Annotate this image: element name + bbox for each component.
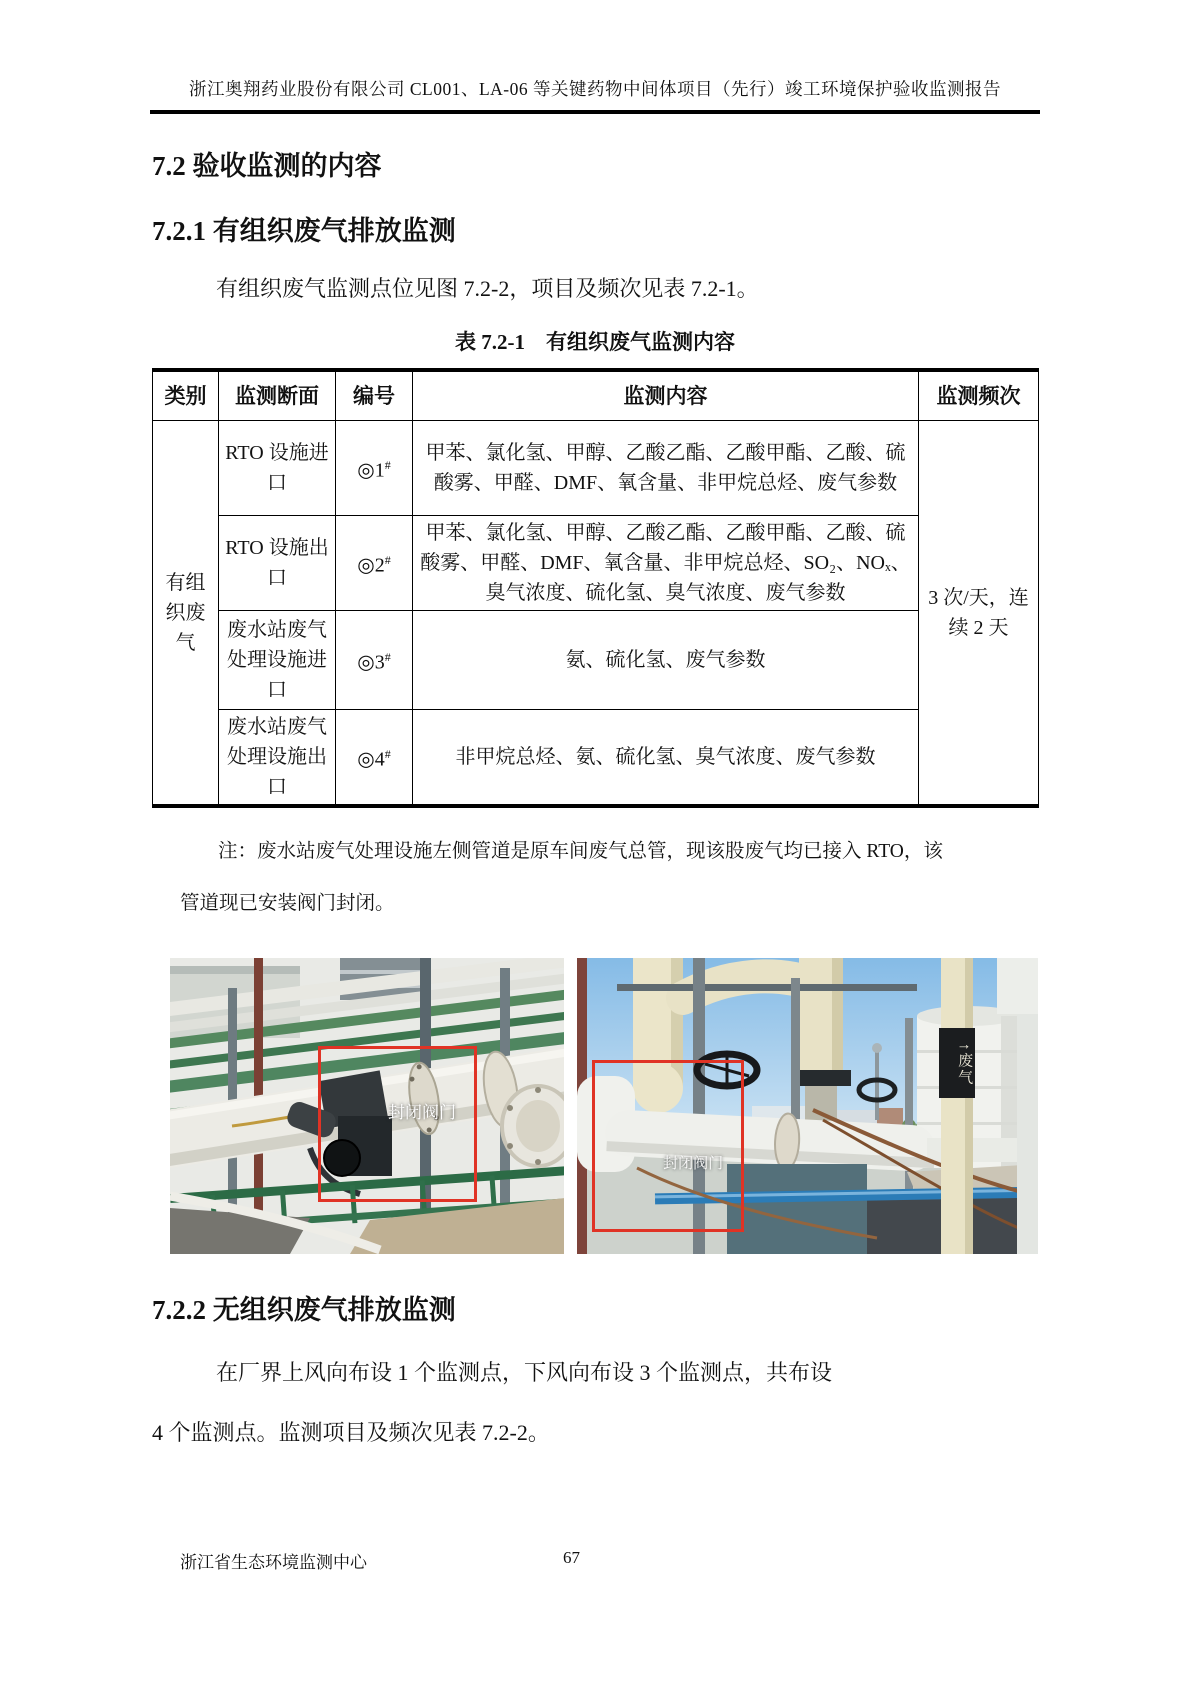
table-header-row [153, 370, 1039, 421]
section-cell: RTO 设施出口 [219, 516, 336, 611]
table-caption: 表 7.2-1 有组织废气监测内容 [455, 330, 735, 354]
annotation-label: 封闭阀门 [388, 1103, 456, 1122]
code-cell: ◎4# [336, 710, 413, 807]
footer-organization: 浙江省生态环境监测中心 [180, 1553, 367, 1572]
table-note [180, 826, 1038, 930]
heading-7-2: 7.2 验收监测的内容 [152, 151, 382, 181]
content-cell: 非甲烷总烃、氨、硫化氢、臭气浓度、废气参数 [413, 710, 919, 807]
note-line-2: 管道现已安装阀门封闭。 [180, 893, 395, 914]
col-header-section: 监测断面 [219, 370, 336, 421]
content-cell: 氨、硫化氢、废气参数 [413, 611, 919, 710]
table-row [153, 421, 1039, 516]
paragraph-722-line-2: 4 个监测点。监测项目及频次见表 7.2-2。 [152, 1420, 550, 1445]
header-rule [150, 110, 1040, 114]
note-line-1: 注：废水站废气处理设施左侧管道是原车间废气总管，现该股废气均已接入 RTO，该 [218, 841, 943, 862]
heading-7-2-1: 7.2.1 有组织废气排放监测 [152, 216, 456, 246]
photo-closed-valve-left [170, 958, 564, 1254]
table-row [153, 611, 1039, 710]
category-cell: 有组织废气 [153, 421, 219, 807]
frequency-cell: 3 次/天，连续 2 天 [919, 421, 1039, 807]
annotation-box [318, 1046, 477, 1202]
page-header: 浙江奥翔药业股份有限公司 CL001、LA-06 等关键药物中间体项目（先行）竣工环境保护验收监测报告 [188, 79, 1001, 99]
paragraph-721: 有组织废气监测点位见图 7.2-2，项目及频次见表 7.2-1。 [216, 276, 759, 301]
section-cell: 废水站废气处理设施出口 [219, 710, 336, 807]
page-number: 67 [563, 1548, 580, 1567]
content-cell: 甲苯、氯化氢、甲醇、乙酸乙酯、乙酸甲酯、乙酸、硫酸雾、甲醛、DMF、氧含量、非甲烷总烃、SO₂、NOₓ、臭气浓度、硫化氢、臭气浓度、废气参数 [413, 516, 919, 611]
col-header-category: 类别 [153, 370, 219, 421]
code-cell: ◎2# [336, 516, 413, 611]
paragraph-722 [152, 1343, 1038, 1463]
heading-7-2-2: 7.2.2 无组织废气排放监测 [152, 1295, 456, 1325]
monitoring-table [152, 368, 1039, 808]
col-header-content: 监测内容 [413, 370, 919, 421]
col-header-frequency: 监测频次 [919, 370, 1039, 421]
table-row [153, 710, 1039, 807]
section-cell: 废水站废气处理设施进口 [219, 611, 336, 710]
annotation-box [592, 1060, 744, 1232]
section-cell: RTO 设施进口 [219, 421, 336, 516]
col-header-code: 编号 [336, 370, 413, 421]
annotation-label: 封闭阀门 [663, 1155, 724, 1172]
code-cell: ◎1# [336, 421, 413, 516]
paragraph-722-line-1: 在厂界上风向布设 1 个监测点，下风向布设 3 个监测点，共布设 [216, 1360, 833, 1385]
content-cell: 甲苯、氯化氢、甲醇、乙酸乙酯、乙酸甲酯、乙酸、硫酸雾、甲醛、DMF、氧含量、非甲烷总烃、废气参数 [413, 421, 919, 516]
code-cell: ◎3# [336, 611, 413, 710]
photo-row [170, 958, 1038, 1254]
waste-gas-pipe-sign: ↑废气 [956, 1043, 974, 1087]
table-row [153, 516, 1039, 611]
photo-closed-valve-right [577, 958, 1038, 1254]
